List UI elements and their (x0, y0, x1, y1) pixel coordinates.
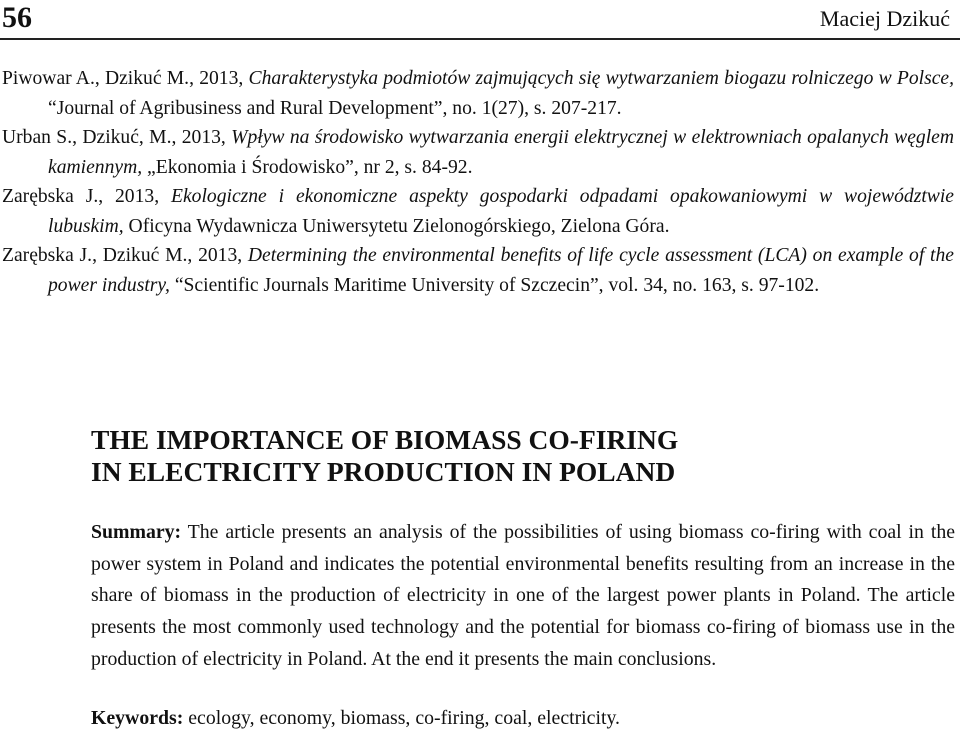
reference-authors: Piwowar A., Dzikuć M. (2, 68, 190, 89)
keywords-text: ecology, economy, biomass, co-firing, coal, electricity. (183, 707, 620, 729)
article-title-line-1: THE IMPORTANCE OF BIOMASS CO-FIRING (91, 424, 679, 455)
reference-title: Ekologiczne i ekonomiczne aspekty gospodarki odpadami opakowaniowymi w województwie lubuskim, (48, 186, 954, 237)
reference-source: „Ekonomia i Środowisko”, nr 2, s. 84-92. (142, 156, 473, 178)
header-rule (0, 38, 960, 40)
reference-source: Oficyna Wydawnicza Uniwersytetu Zielonogórskiego, Zielona Góra. (123, 215, 670, 237)
running-author: Maciej Dzikuć (819, 6, 950, 31)
reference-source: “Scientific Journals Maritime University of Szczecin”, vol. 34, no. 163, s. 97-102. (169, 274, 820, 296)
reference-item (2, 241, 954, 300)
reference-year: , 2013, (98, 186, 171, 207)
reference-year: , 2013, (189, 68, 249, 89)
summary-paragraph (91, 517, 955, 676)
page-header (0, 0, 960, 40)
article-title-line-2: IN ELECTRICITY PRODUCTION IN POLAND (91, 455, 676, 487)
keywords-label: Keywords: (91, 707, 184, 729)
summary-label: Summary: (91, 521, 182, 543)
reference-title: Determining the environmental benefits of life cycle assessment (LCA) on example of the power industry, (48, 245, 954, 296)
page-number: 56 (2, 1, 32, 34)
reference-item (2, 64, 954, 123)
reference-source: “Journal of Agribusiness and Rural Development”, no. 1(27), s. 207-217. (48, 97, 622, 119)
reference-year: , 2013, (187, 245, 248, 266)
reference-authors: Zarębska J., Dzikuć M. (2, 245, 188, 266)
reference-item (2, 182, 954, 241)
reference-title: Charakterystyka podmiotów zajmujących się wytwarzaniem biogazu rolniczego w Polsce, (248, 68, 955, 89)
summary-text: The article presents an analysis of the possibilities of using biomass co-firing with coal in the power system in Poland and indicates the potential environmental benefits resulting from an increase in the share of biomass in the production of electricity in one of the largest power plants in Poland. The article presents the most commonly used technology and the potential for biomass co-firing of biomass use in the production of electricity in Poland. At the end it presents the main conclusions. (91, 521, 955, 670)
reference-list (2, 64, 954, 300)
reference-year: , 2013, (171, 127, 232, 148)
reference-authors: Urban S., Dzikuć, M. (2, 127, 172, 148)
reference-item (2, 123, 954, 182)
reference-title: Wpływ na środowisko wytwarzania energii elektrycznej w elektrowniach opalanych węglem kamiennym, (48, 127, 954, 178)
article-title (91, 424, 941, 487)
reference-authors: Zarębska J. (2, 186, 99, 207)
keywords-paragraph (91, 703, 955, 734)
